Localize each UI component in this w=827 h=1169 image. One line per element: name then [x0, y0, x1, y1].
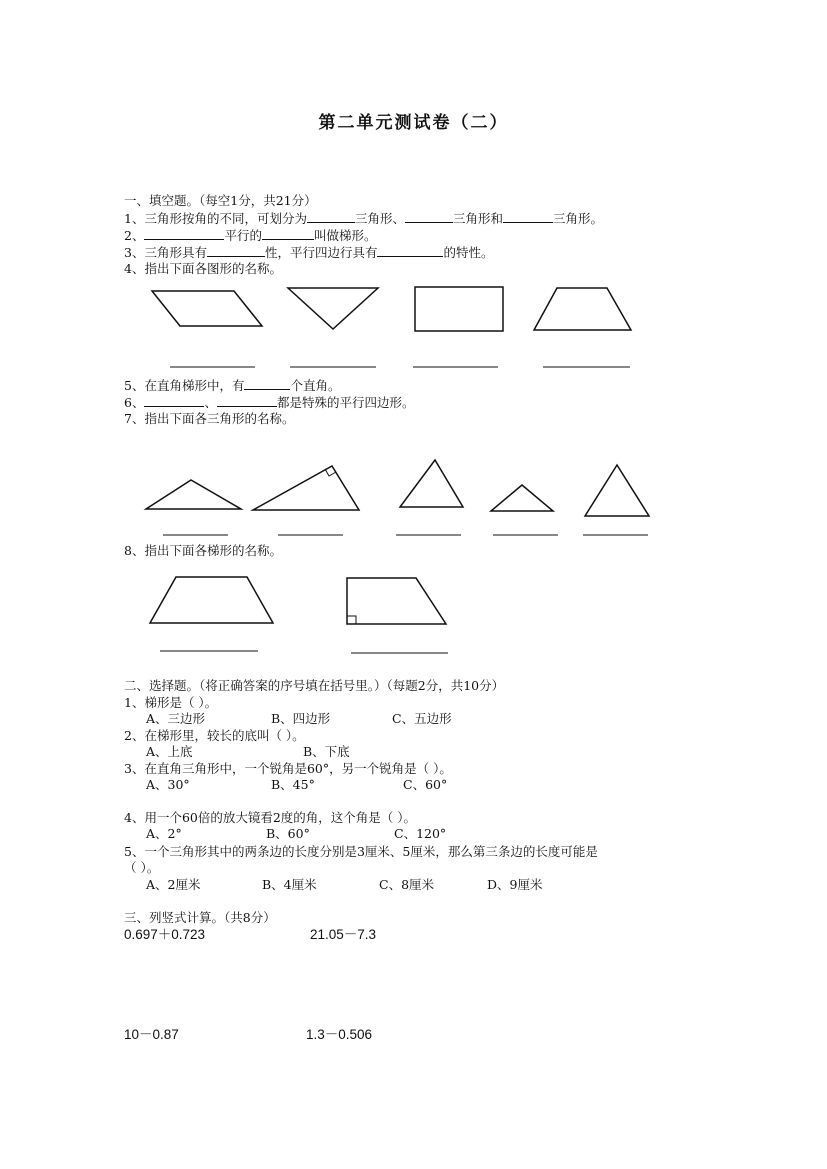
q1-6-text-c: 都是特殊的平行四边形。: [276, 395, 415, 410]
option-b[interactable]: B、45°: [271, 777, 315, 792]
option-d[interactable]: D、9厘米: [487, 877, 543, 892]
rectangle-figure: [415, 287, 503, 331]
option-c[interactable]: C、120°: [394, 826, 447, 841]
option-a[interactable]: A、30°: [146, 777, 190, 792]
q1-6-text-b: 、: [204, 395, 217, 410]
q1-1-text-b: 三角形、: [354, 211, 405, 226]
q1-2-text-b: 平行的: [224, 228, 262, 243]
option-b[interactable]: B、60°: [266, 826, 310, 841]
calc-problem-2: 21.05－7.3: [310, 927, 377, 942]
option-b[interactable]: B、下底: [303, 744, 350, 759]
q1-5-text-b: 个直角。: [290, 378, 341, 393]
option-c[interactable]: C、五边形: [392, 711, 452, 726]
question-2-3: 3、在直角三角形中，一个锐角是60°，另一个锐角是（ ）。: [124, 761, 452, 776]
option-a[interactable]: A、2厘米: [146, 877, 201, 892]
q1-1-text-c: 三角形和: [452, 211, 503, 226]
q1-3-text-a: 3、三角形具有: [124, 245, 207, 260]
question-2-4: 4、用一个60倍的放大镜看2度的角，这个角是（ ）。: [124, 810, 417, 825]
section2-heading: 二、选择题。（将正确答案的序号填在括号里。）（每题2分，共10分）: [124, 678, 505, 693]
question-2-5-bracket: （ ）。: [124, 860, 160, 875]
option-b[interactable]: B、四边形: [271, 711, 331, 726]
question-1-8: 8、指出下面各梯形的名称。: [124, 543, 282, 558]
option-c[interactable]: C、8厘米: [379, 877, 435, 892]
question-2-5: 5、一个三角形其中的两条边的长度分别是3厘米、5厘米，那么第三条边的长度可能是: [124, 844, 598, 859]
option-b[interactable]: B、4厘米: [262, 877, 317, 892]
calc-problem-3: 10－0.87: [124, 1027, 179, 1042]
question-2-2: 2、在梯形里，较长的底叫（ ）。: [124, 728, 305, 743]
inverted-triangle-figure: [288, 288, 378, 329]
q1-1-text-a: 1、三角形按角的不同，可划分为: [124, 211, 307, 226]
calc-problem-1: 0.697＋0.723: [124, 927, 206, 942]
q1-3-text-b: 性，平行四边行具有: [264, 245, 378, 260]
isosceles-triangle-figure: [491, 485, 553, 511]
question-1-4: 4、指出下面各图形的名称。: [124, 261, 282, 276]
right-trapezoid-figure: [347, 578, 446, 624]
q1-6-text-a: 6、: [124, 395, 145, 410]
calc-problem-4: 1.3－0.506: [306, 1027, 373, 1042]
trapezoid-figure: [534, 288, 631, 330]
acute-triangle-figure: [400, 460, 463, 507]
page-title: 第二单元测试卷（二）: [318, 113, 509, 133]
question-1-7: 7、指出下面各三角形的名称。: [124, 411, 295, 426]
q1-1-text-d: 三角形。: [553, 211, 604, 226]
right-angle-mark: [347, 616, 356, 624]
option-a[interactable]: A、上底: [146, 744, 193, 759]
option-c[interactable]: C、60°: [403, 777, 448, 792]
q1-3-text-c: 的特性。: [443, 245, 494, 260]
parallelogram-figure: [152, 291, 262, 326]
right-triangle-figure: [253, 466, 359, 510]
equilateral-triangle-figure: [585, 465, 649, 516]
section3-heading: 三、列竖式计算。（共8分）: [124, 910, 276, 925]
obtuse-triangle-figure: [146, 480, 241, 509]
question-2-1: 1、梯形是（ ）。: [124, 695, 218, 710]
option-a[interactable]: A、三边形: [146, 711, 206, 726]
option-a[interactable]: A、2°: [146, 826, 182, 841]
isosceles-trapezoid-figure: [150, 577, 273, 623]
q1-5-text-a: 5、在直角梯形中，有: [124, 378, 245, 393]
section1-heading: 一、填空题。（每空1分，共21分）: [124, 193, 317, 208]
q1-2-text-c: 叫做梯形。: [313, 228, 377, 243]
q1-2-text-a: 2、: [124, 228, 145, 243]
